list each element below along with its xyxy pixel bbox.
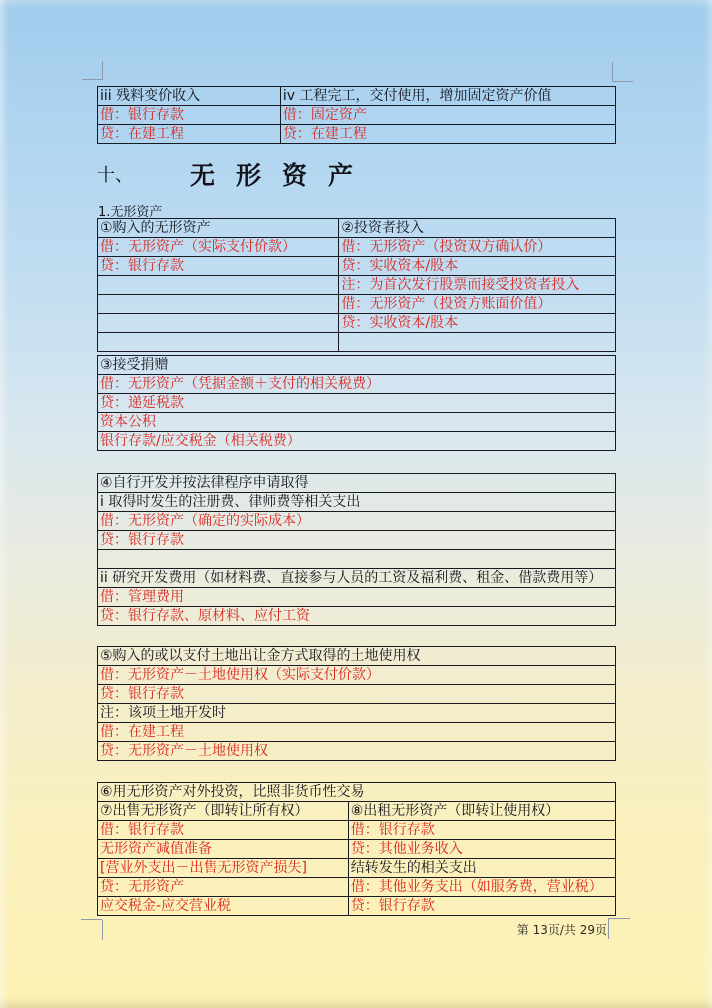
donation-table-cell: 银行存款/应交税金（相关税费）: [98, 432, 616, 451]
sale-and-lease-table-row: [98, 878, 616, 897]
intangible-acquisition-table-cell: [98, 314, 339, 333]
sale-and-lease-table: [97, 782, 616, 916]
donation-table-row: [98, 432, 616, 451]
intangible-acquisition-table-cell: 注：为首次发行股票而接受投资者投入: [339, 276, 616, 295]
land-use-right-table-row: [98, 704, 616, 723]
sale-and-lease-table-row: [98, 783, 616, 802]
page-number-indicator: 第 13页/共 29页: [516, 923, 607, 937]
self-development-table: [97, 473, 616, 626]
sale-and-lease-table-cell: 借：银行存款: [348, 821, 615, 840]
construction-completion-table-row: [98, 87, 616, 106]
intangible-acquisition-table-cell: 贷：实收资本/股本: [339, 314, 616, 333]
sale-and-lease-table-cell: 贷：无形资产: [98, 878, 349, 897]
donation-table-row: [98, 356, 616, 375]
land-use-right-table-row: [98, 685, 616, 704]
donation-table: [97, 355, 616, 451]
sale-and-lease-table-cell: ⑦出售无形资产（即转让所有权）: [98, 802, 349, 821]
construction-completion-table-cell: iii 残料变价收入: [98, 87, 281, 106]
land-use-right-table-cell: 贷：无形资产－土地使用权: [98, 742, 616, 761]
self-development-table-cell: 贷：银行存款、原材料、应付工资: [98, 607, 616, 626]
sale-and-lease-table-cell: 借：银行存款: [98, 821, 349, 840]
construction-completion-table-cell: iv 工程完工，交付使用，增加固定资产价值: [280, 87, 615, 106]
sale-and-lease-table-cell: 应交税金-应交营业税: [98, 897, 349, 916]
land-use-right-table-row: [98, 742, 616, 761]
intangible-acquisition-table-cell: ①购入的无形资产: [98, 219, 339, 238]
donation-table-row: [98, 375, 616, 394]
self-development-table-row: [98, 569, 616, 588]
construction-completion-table-cell: 贷：在建工程: [98, 125, 281, 144]
self-development-table-cell: ii 研究开发费用（如材料费、直接参与人员的工资及福利费、租金、借款费用等）: [98, 569, 616, 588]
donation-table-cell: 借：无形资产（凭据金额＋支付的相关税费）: [98, 375, 616, 394]
intangible-acquisition-table-cell: [98, 333, 339, 352]
intangible-acquisition-table-cell: 借：无形资产（投资方账面价值）: [339, 295, 616, 314]
section-heading-title: 无形资产: [190, 161, 375, 190]
land-use-right-table-cell: 借：无形资产－土地使用权（实际支付价款）: [98, 666, 616, 685]
construction-completion-table-cell: 借：银行存款: [98, 106, 281, 125]
land-use-right-table-row: [98, 666, 616, 685]
intangible-acquisition-table-row: [98, 333, 616, 352]
construction-completion-table-cell: 借：固定资产: [280, 106, 615, 125]
intangible-acquisition-table-cell: 借：无形资产（投资双方确认价）: [339, 238, 616, 257]
subsection-label: 1.无形资产: [98, 205, 163, 220]
self-development-table-row: [98, 512, 616, 531]
self-development-table-row: [98, 607, 616, 626]
sale-and-lease-table-row: [98, 897, 616, 916]
section-heading-number: 十、: [97, 165, 133, 186]
land-use-right-table-cell: ⑤购入的或以支付土地出让金方式取得的土地使用权: [98, 647, 616, 666]
sale-and-lease-table-cell: ⑥用无形资产对外投资，比照非货币性交易: [98, 783, 616, 802]
donation-table-cell: 贷：递延税款: [98, 394, 616, 413]
self-development-table-cell: [98, 550, 616, 569]
self-development-table-cell: i 取得时发生的注册费、律师费等相关支出: [98, 493, 616, 512]
intangible-acquisition-table-cell: 借：无形资产（实际支付价款）: [98, 238, 339, 257]
land-use-right-table: [97, 646, 616, 761]
donation-table-cell: ③接受捐赠: [98, 356, 616, 375]
construction-completion-table-cell: 贷：在建工程: [280, 125, 615, 144]
sale-and-lease-table-row: [98, 821, 616, 840]
sale-and-lease-table-cell: 结转发生的相关支出: [348, 859, 615, 878]
sale-and-lease-table-row: [98, 840, 616, 859]
intangible-acquisition-table: [97, 218, 616, 352]
self-development-table-row: [98, 531, 616, 550]
sale-and-lease-table-cell: 贷：其他业务收入: [348, 840, 615, 859]
land-use-right-table-cell: 借：在建工程: [98, 723, 616, 742]
construction-completion-table: [97, 86, 616, 144]
intangible-acquisition-table-cell: [98, 276, 339, 295]
intangible-acquisition-table-row: [98, 219, 616, 238]
intangible-acquisition-table-cell: 贷：银行存款: [98, 257, 339, 276]
intangible-acquisition-table-row: [98, 314, 616, 333]
sale-and-lease-table-cell: [营业外支出－出售无形资产损失]: [98, 859, 349, 878]
intangible-acquisition-table-cell: [339, 333, 616, 352]
self-development-table-cell: 借：管理费用: [98, 588, 616, 607]
self-development-table-cell: ④自行开发并按法律程序申请取得: [98, 474, 616, 493]
sale-and-lease-table-row: [98, 859, 616, 878]
intangible-acquisition-table-row: [98, 257, 616, 276]
self-development-table-row: [98, 493, 616, 512]
self-development-table-cell: 贷：银行存款: [98, 531, 616, 550]
page-content: [97, 0, 616, 1008]
intangible-acquisition-table-cell: 贷：实收资本/股本: [339, 257, 616, 276]
land-use-right-table-cell: 注：该项土地开发时: [98, 704, 616, 723]
intangible-acquisition-table-cell: [98, 295, 339, 314]
donation-table-cell: 资本公积: [98, 413, 616, 432]
land-use-right-table-row: [98, 647, 616, 666]
self-development-table-cell: 借：无形资产（确定的实际成本）: [98, 512, 616, 531]
intangible-acquisition-table-row: [98, 276, 616, 295]
land-use-right-table-cell: 贷：银行存款: [98, 685, 616, 704]
sale-and-lease-table-cell: 借：其他业务支出（如服务费，营业税）: [348, 878, 615, 897]
sale-and-lease-table-cell: ⑧出租无形资产（即转让使用权）: [348, 802, 615, 821]
self-development-table-row: [98, 550, 616, 569]
land-use-right-table-row: [98, 723, 616, 742]
intangible-acquisition-table-row: [98, 238, 616, 257]
sale-and-lease-table-row: [98, 802, 616, 821]
section-heading: [97, 163, 374, 188]
sale-and-lease-table-cell: 无形资产减值准备: [98, 840, 349, 859]
construction-completion-table-row: [98, 125, 616, 144]
self-development-table-row: [98, 474, 616, 493]
donation-table-row: [98, 413, 616, 432]
intangible-acquisition-table-row: [98, 295, 616, 314]
construction-completion-table-row: [98, 106, 616, 125]
donation-table-row: [98, 394, 616, 413]
sale-and-lease-table-cell: 贷：银行存款: [348, 897, 615, 916]
intangible-acquisition-table-cell: ②投资者投入: [339, 219, 616, 238]
self-development-table-row: [98, 588, 616, 607]
